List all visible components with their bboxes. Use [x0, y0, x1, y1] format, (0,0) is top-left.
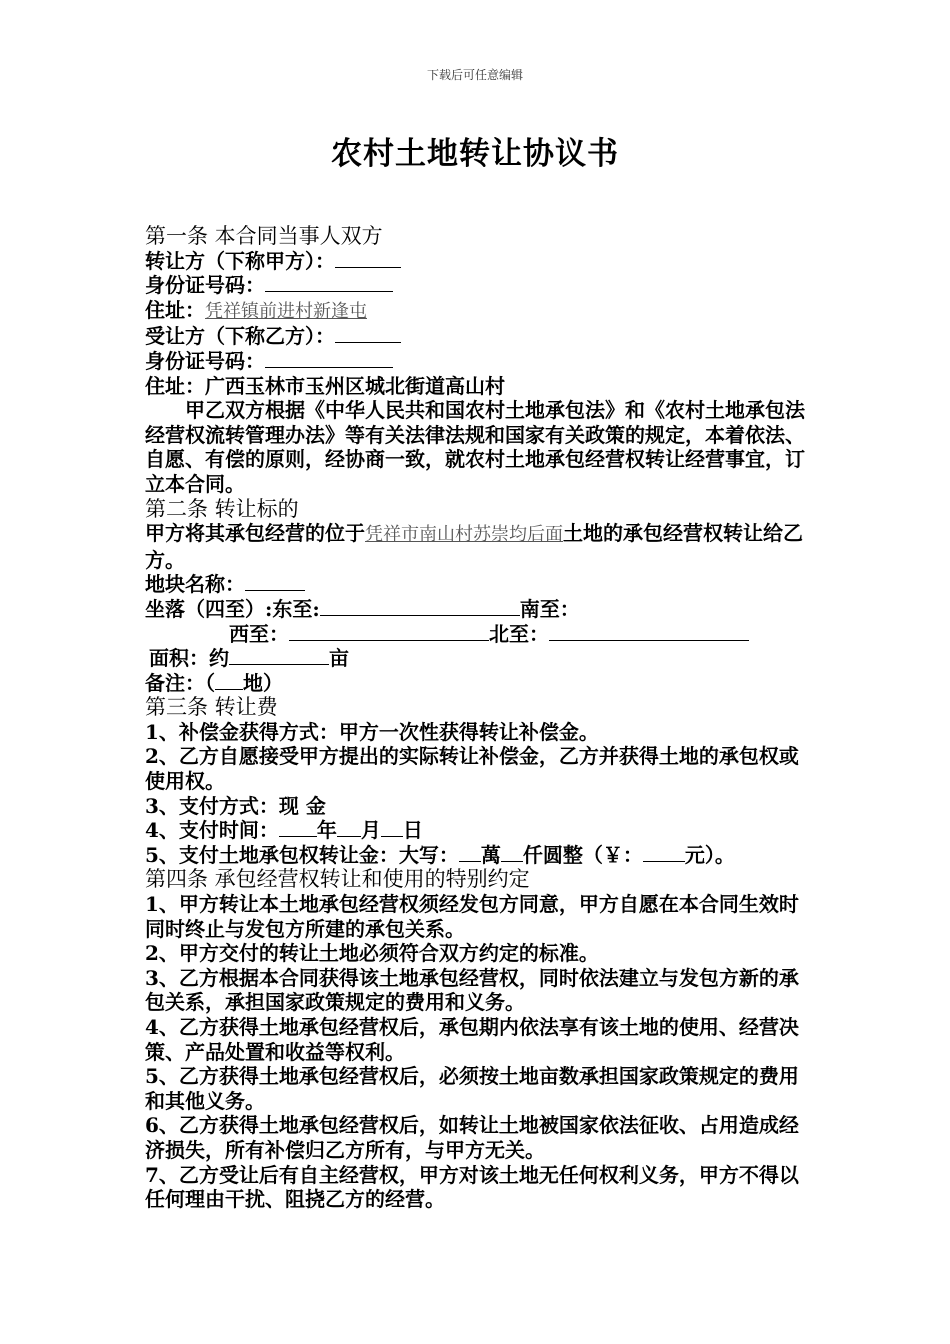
article-1-paragraph: 甲乙双方根据《中华人民共和国农村土地承包法》和《农村土地承包法经营权流转管理办法》等有关法律法规和国家有关政策的规定，本着依法、自愿、有偿的原则，经协商一致，就农村土地承包经营权转让经营事宜，订立本合同。: [145, 398, 805, 496]
year-blank: [279, 818, 317, 837]
article-3-item-1: 1、补偿金获得方式：甲方一次性获得转让补偿金。: [145, 719, 599, 744]
article-4-item-3: 3、乙方根据本合同获得该土地承包经营权，同时依法建立与发包方新的承包关系，承担国家政策规定的费用和义务。: [145, 965, 799, 1015]
article-4-item-5: 5、乙方获得土地承包经营权后，必须按土地亩数承担国家政策规定的费用和其他义务。: [145, 1064, 799, 1113]
bounds-line: [145, 597, 810, 622]
addr1-value: 凭祥镇前进村新逢屯: [205, 300, 367, 322]
article-2-text-pre: 甲方将其承包经营的位于: [145, 521, 365, 546]
id2-label: 身份证号码：: [145, 348, 265, 373]
article-4-item-4: 4、乙方获得土地承包经营权后，承包期内依法享有该土地的使用、经营决策、产品处置和收益等权利。: [145, 1015, 799, 1064]
plot-name-line: [145, 572, 810, 597]
transferee-line: [145, 324, 810, 349]
yuan-blank: [643, 843, 685, 862]
transferee-blank: [335, 324, 401, 343]
page-header: 下载后可任意编辑: [426, 68, 523, 82]
id1-blank: [265, 273, 393, 292]
north-label: 北至：: [489, 621, 549, 646]
qian-blank: [501, 843, 523, 862]
day-label: 日: [402, 818, 423, 843]
article-3-item-3: 3、支付方式：现 金: [145, 793, 326, 818]
id1-line: [145, 273, 810, 298]
wan-label: 萬: [480, 842, 501, 867]
day-blank: [381, 818, 403, 837]
transferor-label: 转让方（下称甲方）：: [145, 248, 335, 273]
bounds-line-2: [145, 622, 810, 647]
plot-name-blank: [245, 572, 305, 591]
article-4-item-7: 7、乙方受让后有自主经营权，甲方对该土地无任何权利义务，甲方不得以任何理由干扰、阻挠乙方的经营。: [145, 1162, 799, 1212]
pay-time-label: 4、支付时间：: [145, 818, 279, 843]
article-2-location: 凭祥市南山村苏崇均后面: [365, 524, 563, 546]
plot-name-label: 地块名称：: [145, 572, 245, 597]
article-2-heading: 第二条 转让标的: [145, 496, 299, 521]
area-line: [145, 646, 810, 671]
article-1-heading: 第一条 本合同当事人双方: [145, 224, 383, 248]
south-label: 南至：: [519, 596, 580, 621]
month-label: 月: [360, 818, 381, 843]
article-3-item-2: 2、乙方自愿接受甲方提出的实际转让补偿金，乙方并获得土地的承包权或使用权。: [145, 744, 799, 794]
transferor-blank: [335, 249, 401, 268]
article-3-heading: 第三条 转让费: [145, 695, 278, 720]
west-blank: [289, 622, 489, 641]
article-4-heading: 第四条 承包经营权转让和使用的特别约定: [145, 867, 530, 892]
note-unit: 地）: [243, 670, 283, 695]
note-label: 备注：（: [145, 670, 215, 695]
fee-label: 5、支付土地承包权转让金：大写：: [145, 842, 459, 867]
east-blank: [320, 597, 520, 616]
article-3-item-4: [145, 818, 810, 843]
wan-blank: [459, 843, 481, 862]
id1-label: 身份证号码：: [145, 273, 265, 298]
document-body: [145, 224, 810, 1212]
area-unit: 亩: [329, 646, 349, 671]
transferee-label: 受让方（下称乙方）：: [145, 324, 335, 349]
article-3-item-5: [145, 843, 810, 868]
transferor-line: [145, 249, 810, 274]
note-blank: [215, 671, 243, 690]
addr1-line: [145, 298, 810, 325]
note-line: [145, 671, 810, 696]
addr1-label: 住址：: [145, 297, 205, 322]
id2-blank: [265, 349, 393, 368]
article-4-item-6: 6、乙方获得土地承包经营权后，如转让土地被国家依法征收、占用造成经济损失，所有补偿归乙方所有，与甲方无关。: [145, 1113, 799, 1162]
year-label: 年: [316, 818, 337, 843]
qian-label: 仟圆整（￥：: [522, 842, 643, 867]
month-blank: [337, 818, 361, 837]
area-label: 面积：约: [149, 646, 229, 671]
west-label: 西至：: [229, 621, 289, 646]
document-title: 农村土地转让协议书: [331, 136, 619, 172]
addr2-line: 住址：广西玉林市玉州区城北街道高山村: [145, 373, 505, 398]
north-blank: [549, 622, 749, 641]
yuan-label: 元）。: [684, 842, 735, 867]
article-4-item-1: 1、甲方转让本土地承包经营权须经发包方同意，甲方自愿在本合同生效时同时终止与发包方所建的承包关系。: [145, 892, 799, 941]
article-4-item-2: 2、甲方交付的转让土地必须符合双方约定的标准。: [145, 941, 599, 966]
id2-line: [145, 349, 810, 374]
area-blank: [229, 646, 329, 665]
bounds-label: 坐落（四至）:东至:: [145, 596, 320, 621]
article-2-text-post: 土地的承包经营权转让给乙方。: [145, 521, 803, 572]
article-2-text: [145, 521, 810, 572]
